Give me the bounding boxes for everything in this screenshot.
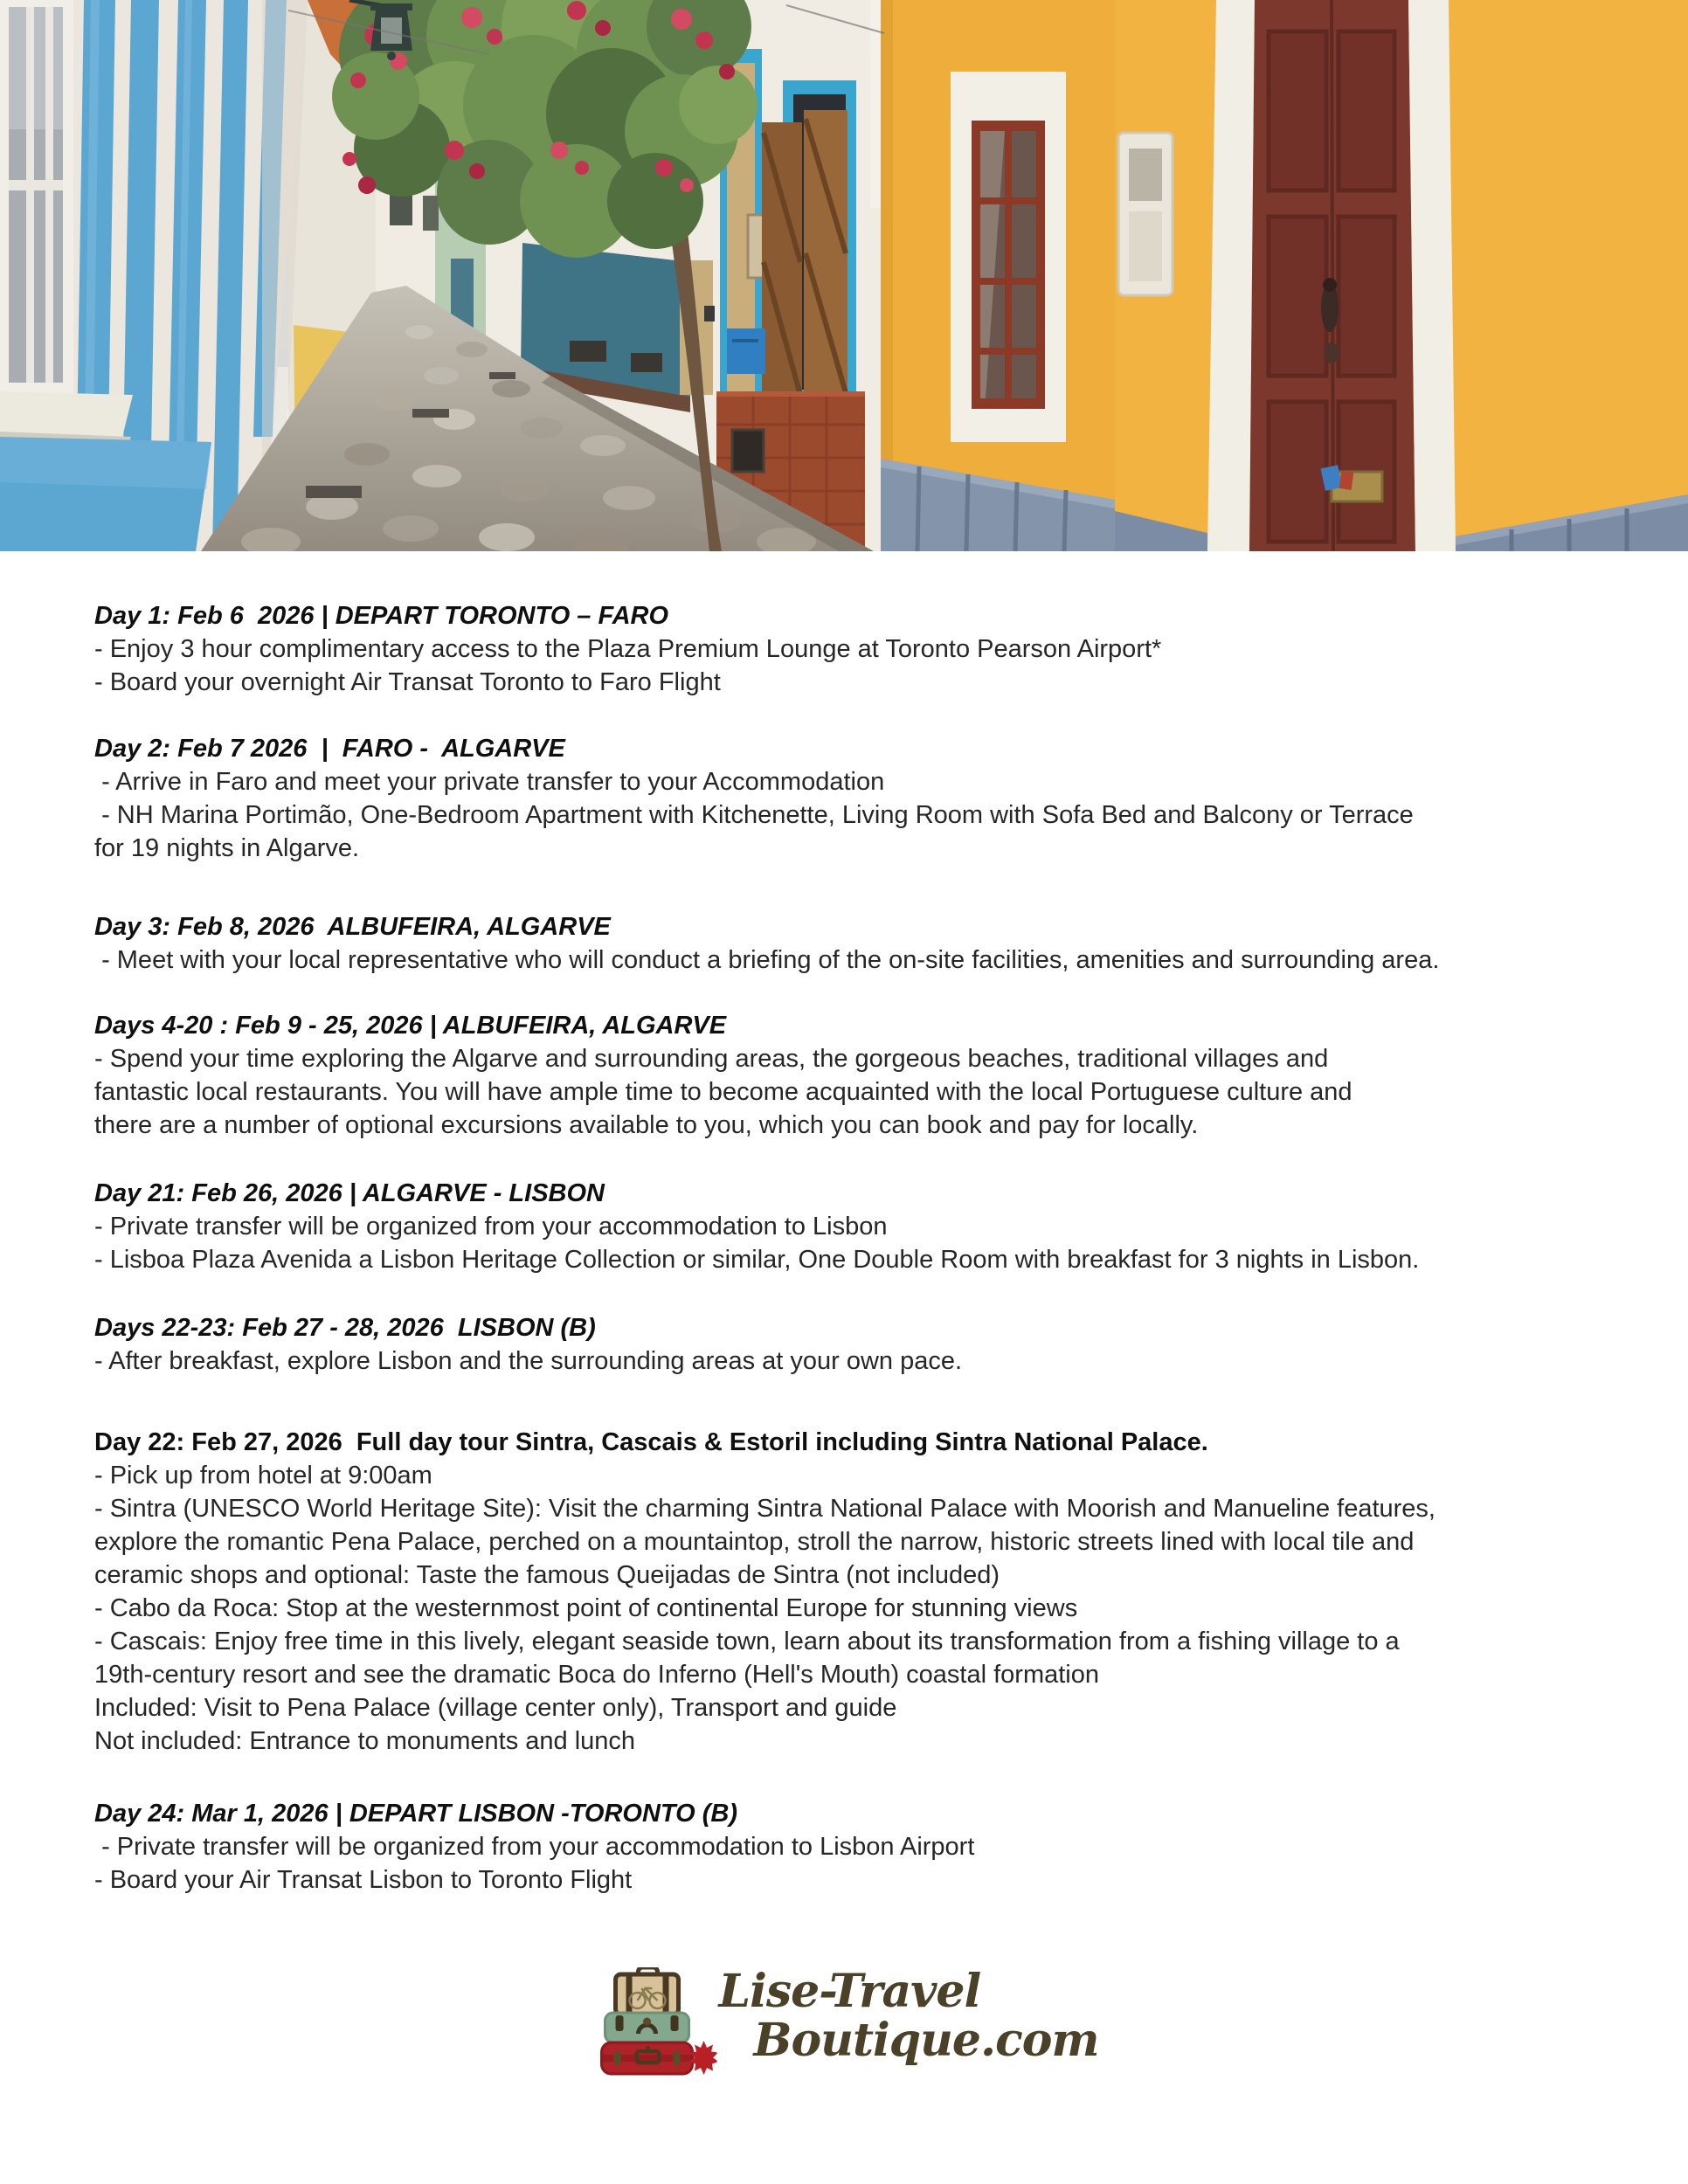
- itinerary-block: [94, 1311, 1667, 1378]
- itinerary-line: Included: Visit to Pena Palace (village center only), Transport and guide: [94, 1694, 897, 1722]
- itinerary-line: - Cascais: Enjoy free time in this lively, elegant seaside town, learn about its transformation from a fishing village to a: [94, 1628, 1400, 1655]
- day-heading: Day 2: Feb 7 2026 | FARO - ALGARVE: [94, 735, 565, 763]
- itinerary-line: - Private transfer will be organized from your accommodation to Lisbon: [94, 1213, 888, 1241]
- itinerary-line: there are a number of optional excursions available to you, which you can book and pay for locally.: [94, 1111, 1199, 1139]
- itinerary-line: - After breakfast, explore Lisbon and the surrounding areas at your own pace.: [94, 1347, 963, 1375]
- logo-line2: Boutique.com: [753, 2014, 1099, 2067]
- itinerary-line: - Private transfer will be organized from your accommodation to Lisbon Airport: [94, 1833, 975, 1861]
- day-heading: Day 3: Feb 8, 2026 ALBUFEIRA, ALGARVE: [94, 913, 611, 941]
- itinerary-line: - Cabo da Roca: Stop at the westernmost point of continental Europe for stunning views: [94, 1594, 1078, 1622]
- itinerary-line: 19th-century resort and see the dramatic Boca do Inferno (Hell's Mouth) coastal formation: [94, 1661, 1099, 1689]
- itinerary-line: - Enjoy 3 hour complimentary access to the Plaza Premium Lounge at Toronto Pearson Airport*: [94, 635, 1162, 663]
- itinerary-line: ceramic shops and optional: Taste the famous Queijadas de Sintra (not included): [94, 1561, 1000, 1589]
- itinerary-line: explore the romantic Pena Palace, perched on a mountaintop, stroll the narrow, historic streets lined with local tile and: [94, 1528, 1415, 1556]
- brand-text: [719, 1967, 1099, 2065]
- itinerary-block: [94, 910, 1667, 977]
- brand-logo: [590, 1967, 1099, 2079]
- itinerary-line: - NH Marina Portimão, One-Bedroom Apartment with Kitchenette, Living Room with Sofa Bed and Balcony or Terrace: [94, 801, 1414, 829]
- itinerary-line: for 19 nights in Algarve.: [94, 834, 360, 862]
- itinerary-line: - Board your Air Transat Lisbon to Toronto Flight: [94, 1866, 633, 1894]
- day-heading: Day 24: Mar 1, 2026 | DEPART LISBON -TORONTO (B): [94, 1800, 737, 1828]
- itinerary-line: - Sintra (UNESCO World Heritage Site): Visit the charming Sintra National Palace with Moorish and Manueline features,: [94, 1495, 1435, 1523]
- itinerary-block: [94, 599, 1667, 699]
- day-heading: Days 4-20 : Feb 9 - 25, 2026 | ALBUFEIRA, ALGARVE: [94, 1012, 727, 1040]
- itinerary-block: [94, 1426, 1667, 1758]
- itinerary-block: [94, 1177, 1667, 1276]
- itinerary-line: Not included: Entrance to monuments and lunch: [94, 1727, 636, 1755]
- itinerary-block: [94, 1797, 1667, 1897]
- itinerary-line: - Board your overnight Air Transat Toronto to Faro Flight: [94, 668, 721, 696]
- itinerary-line: - Spend your time exploring the Algarve and surrounding areas, the gorgeous beaches, traditional villages and: [94, 1045, 1329, 1073]
- itinerary-line: fantastic local restaurants. You will have ample time to become acquainted with the local Portuguese culture and: [94, 1078, 1352, 1106]
- day-heading: Day 1: Feb 6 2026 | DEPART TORONTO – FARO: [94, 602, 669, 630]
- itinerary-line: - Lisboa Plaza Avenida a Lisbon Heritage Collection or similar, One Double Room with breakfast for 3 nights in Lisbon.: [94, 1246, 1420, 1274]
- itinerary-line: - Arrive in Faro and meet your private transfer to your Accommodation: [94, 768, 885, 796]
- logo-line1: Lise-Travel: [718, 1965, 981, 2018]
- day-heading: Day 21: Feb 26, 2026 | ALGARVE - LISBON: [94, 1179, 605, 1207]
- day-heading: Days 22-23: Feb 27 - 28, 2026 LISBON (B): [94, 1314, 596, 1342]
- itinerary-block: [94, 1009, 1667, 1142]
- itinerary-line: - Pick up from hotel at 9:00am: [94, 1462, 432, 1489]
- itinerary-line: - Meet with your local representative who will conduct a briefing of the on-site facilities, amenities and surrounding area.: [94, 946, 1440, 974]
- suitcase-stack-icon: [590, 1967, 717, 2079]
- day-heading: Day 22: Feb 27, 2026 Full day tour Sintra, Cascais & Estoril including Sintra National Palace.: [94, 1428, 1208, 1456]
- itinerary-block: [94, 732, 1667, 865]
